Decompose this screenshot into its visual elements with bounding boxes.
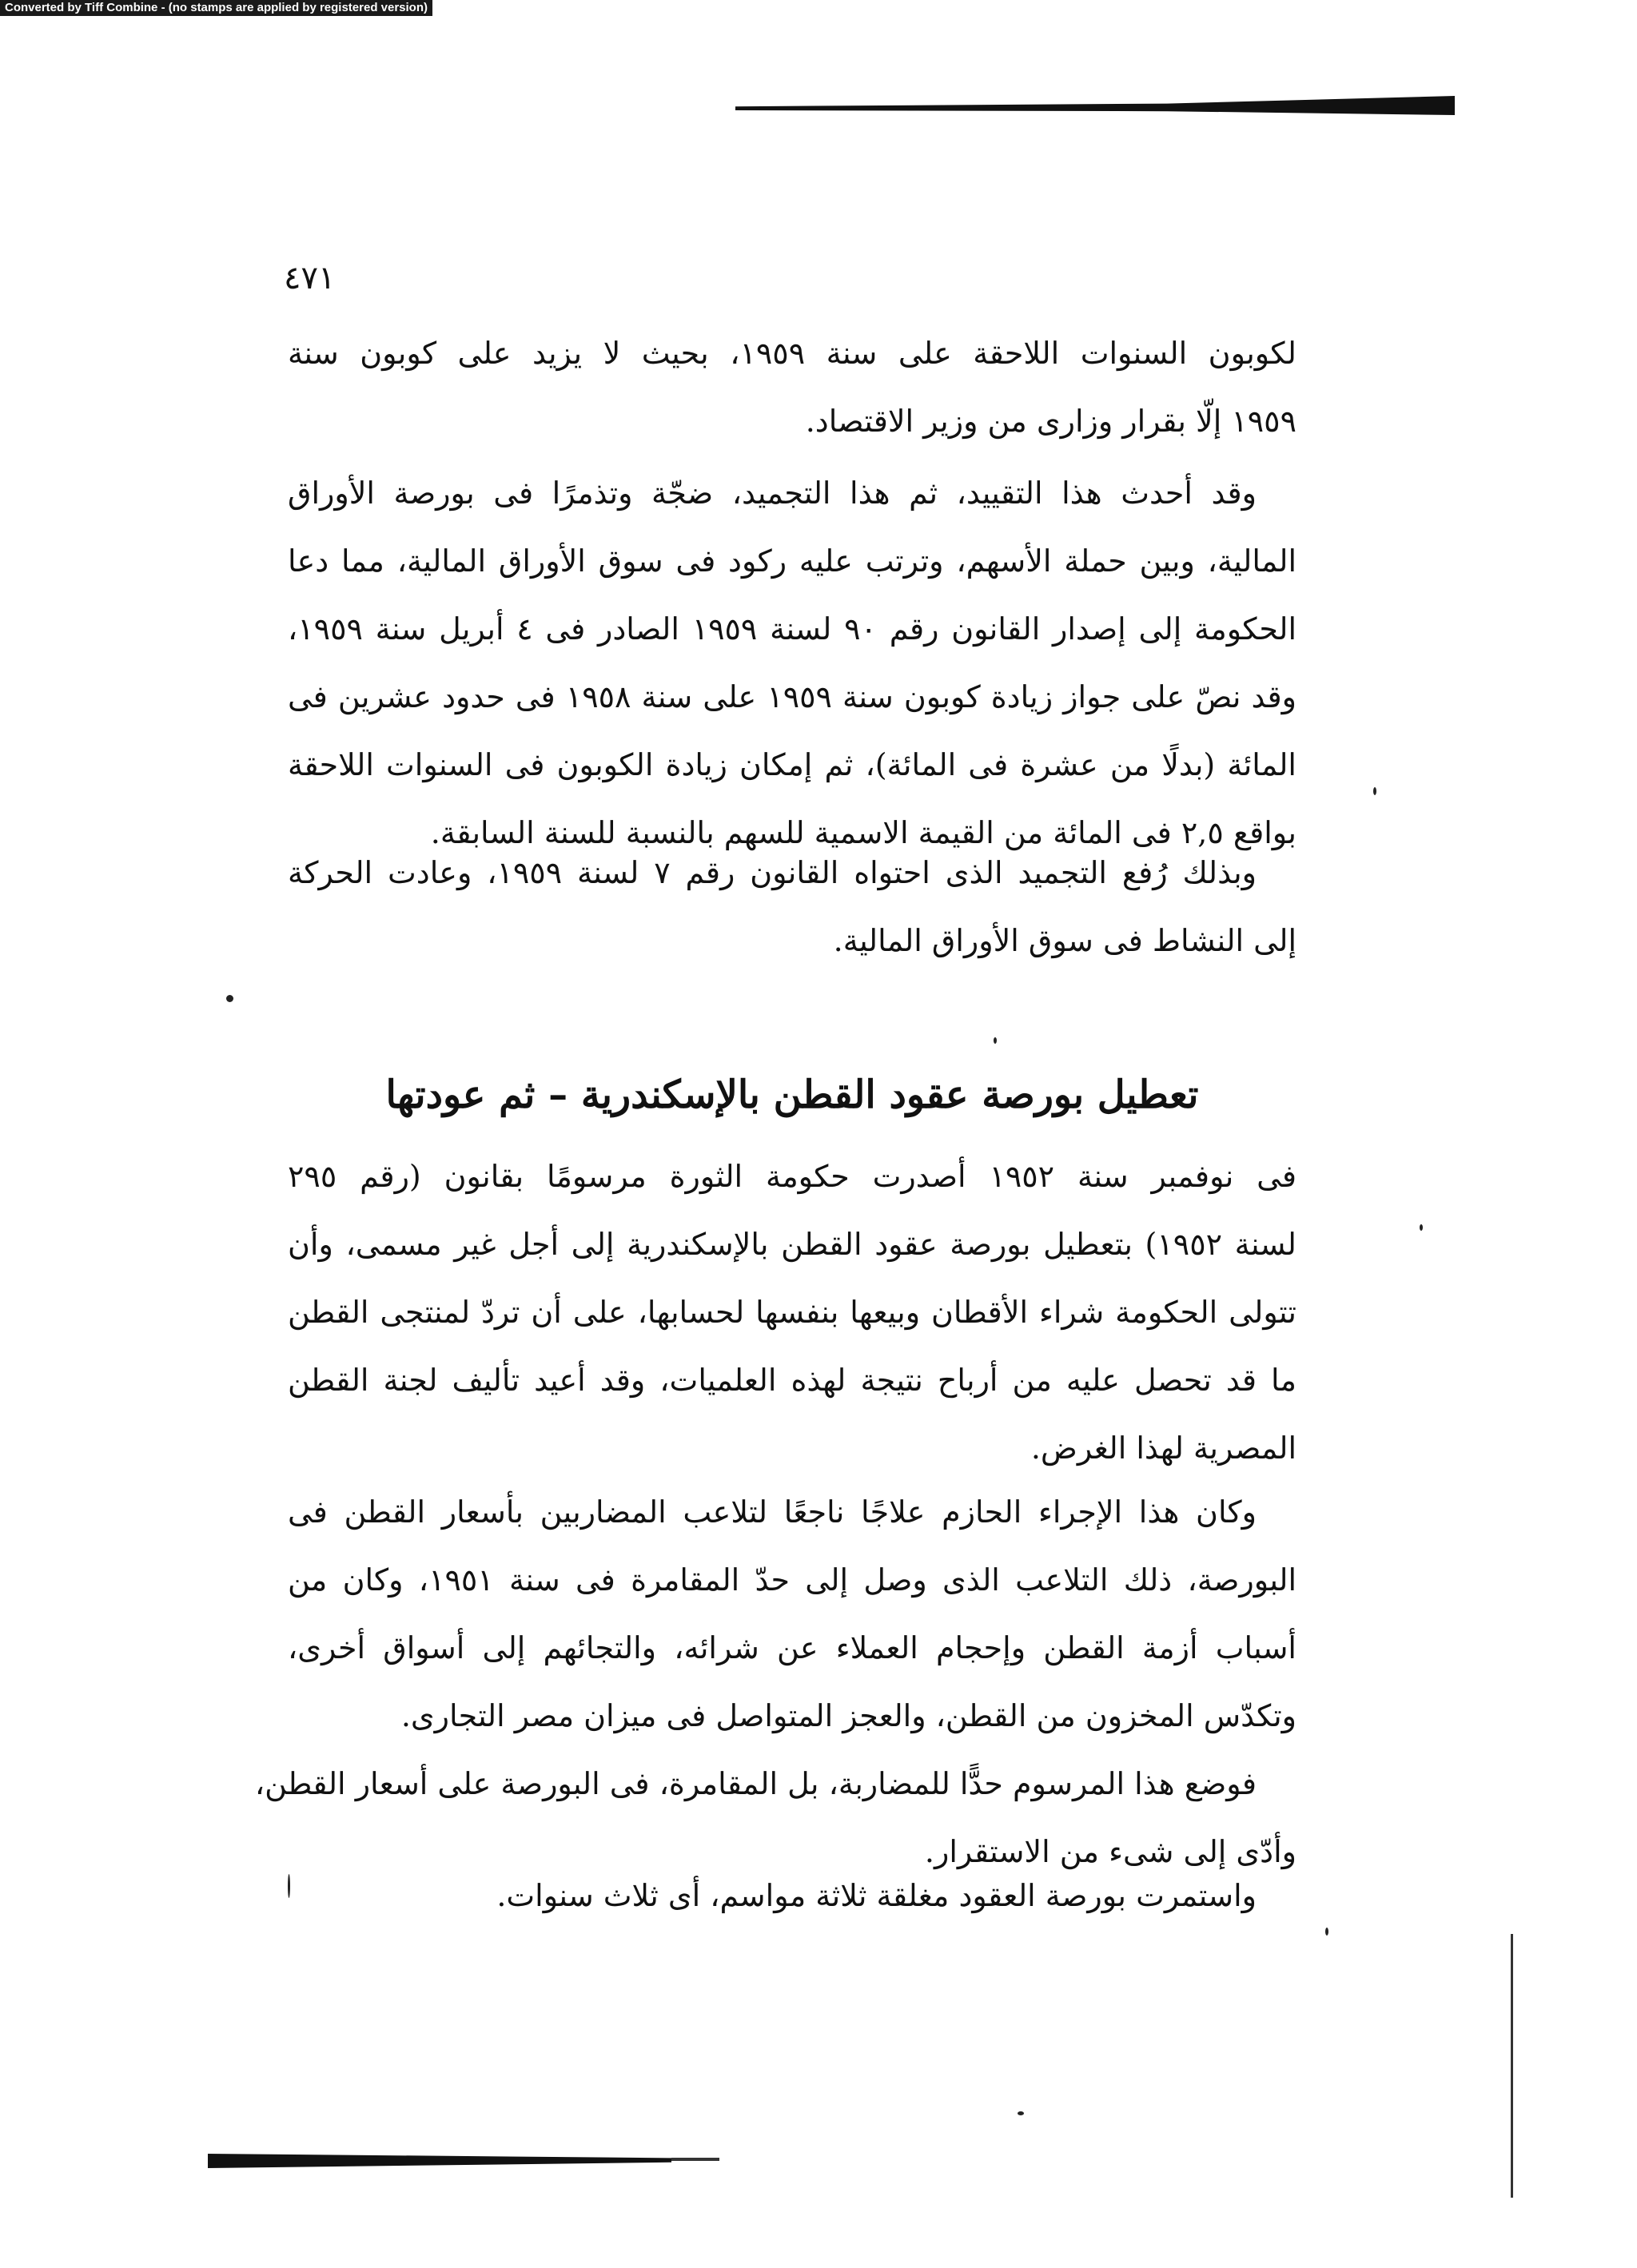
section-heading: تعطيل بورصة عقود القطن بالإسكندرية – ثم عودتها [385,1072,1199,1117]
paragraph-line: تتولى الحكومة شراء الأقطان وبيعها بنفسها لحسابها، على أن تردّ لمنتجى القطن [288,1295,1296,1330]
scan-speck [994,1037,997,1044]
page-edge-line [1511,1934,1513,2198]
paragraph-line: الحكومة إلى إصدار القانون رقم ٩٠ لسنة ١٩٥٩ الصادر فى ٤ أبريل سنة ١٩٥٩، [288,611,1296,647]
scan-speck [1325,1928,1328,1936]
paragraph-line: وقد نصّ على جواز زيادة كوبون سنة ١٩٥٩ على سنة ١٩٥٨ فى حدود عشرين فى [288,679,1297,714]
paragraph-line: لكوبون السنوات اللاحقة على سنة ١٩٥٩، بحيث لا يزيد على كوبون سنة [288,336,1296,371]
converter-stamp-banner: Converted by Tiff Combine - (no stamps are applied by registered version) [0,0,432,16]
paragraph-line: وقد أحدث هذا التقييد، ثم هذا التجميد، ضجّة وتذمرًا فى بورصة الأوراق [288,475,1257,511]
paragraph-exchange-closed-seasons [288,1862,1296,1930]
paragraph-continuation [288,320,1296,456]
paragraph-line: إلى النشاط فى سوق الأوراق المالية. [833,923,1296,958]
paragraph-line: فى نوفمبر سنة ١٩٥٢ أصدرت حكومة الثورة مرسومًا بقانون (رقم ٢٩٥ [288,1159,1296,1194]
bottom-rule-tail [671,2158,719,2161]
paragraph-line: ١٩٥٩ إلّا بقرار وزارى من وزير الاقتصاد. [805,404,1296,439]
scan-speck [1018,2111,1024,2115]
paragraph-line: وكان هذا الإجراء الحازم علاجًا ناجعًا لتلاعب المضاربين بأسعار القطن فى [288,1494,1257,1530]
scan-speck [1420,1224,1423,1231]
bottom-rule [208,2154,671,2168]
paragraph-line: واستمرت بورصة العقود مغلقة ثلاثة مواسم، أى ثلاث سنوات. [496,1878,1257,1913]
paragraph-line: لسنة ١٩٥٢) بتعطيل بورصة عقود القطن بالإسكندرية إلى أجل غير مسمى، وأن [288,1227,1296,1262]
paragraph-line: أسباب أزمة القطن وإحجام العملاء عن شرائه، والتجائهم إلى أسواق أخرى، [288,1630,1296,1665]
paragraph-freeze-lifted [288,839,1296,975]
page-number: ٤٧١ [284,260,336,296]
paragraph-line: البورصة، ذلك التلاعب الذى وصل إلى حدّ المقامرة فى سنة ١٩٥١، وكان من [288,1562,1296,1598]
paragraph-line: وتكدّس المخزون من القطن، والعجز المتواصل فى ميزان مصر التجارى. [400,1698,1296,1733]
scan-speck [1373,787,1376,795]
paragraph-line: المصرية لهذا الغرض. [1030,1430,1296,1466]
paragraph-coupon-freeze [288,460,1296,867]
paragraph-line: المالية، وبين حملة الأسهم، وترتب عليه ركود فى سوق الأوراق المالية، مما دعا [288,543,1296,579]
scan-speck [288,1874,290,1898]
paragraph-line: المائة (بدلًا من عشرة فى المائة)، ثم إمكان زيادة الكوبون فى السنوات اللاحقة [288,747,1296,782]
paragraph-line: فوضع هذا المرسوم حدًّا للمضاربة، بل المقامرة، فى البورصة على أسعار القطن، [254,1766,1257,1801]
paragraph-line: وبذلك رُفع التجميد الذى احتواه القانون رقم ٧ لسنة ١٩٥٩، وعادت الحركة [288,855,1257,890]
paragraph-speculation [288,1478,1296,1750]
paragraph-cotton-exchange-closure [288,1143,1296,1482]
paragraph-line: وأدّى إلى شىء من الاستقرار. [924,1834,1296,1869]
scan-speck [226,995,233,1002]
paragraph-line: ما قد تحصل عليه من أرباح نتيجة لهذه العلميات، وقد أعيد تأليف لجنة القطن [288,1363,1296,1398]
top-rule [735,96,1455,115]
paragraph-line: بواقع ٢,٥ فى المائة من القيمة الاسمية للسهم بالنسبة للسنة السابقة. [430,815,1296,850]
